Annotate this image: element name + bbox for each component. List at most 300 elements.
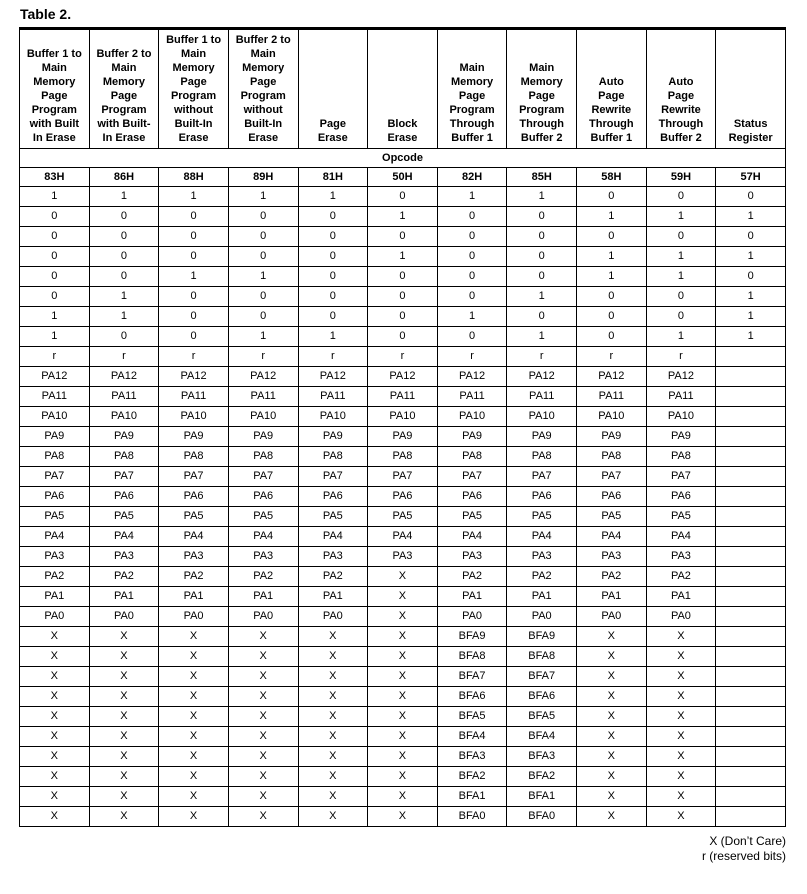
table-cell: PA2: [159, 567, 229, 587]
table-cell: PA12: [298, 367, 368, 387]
table-cell: PA9: [577, 427, 647, 447]
table-cell: 0: [507, 247, 577, 267]
table-cell: BFA0: [507, 807, 577, 827]
table-cell: X: [159, 747, 229, 767]
table-cell: 0: [368, 227, 438, 247]
table-row: [20, 247, 786, 267]
table-cell: 1: [368, 247, 438, 267]
table-row: [20, 627, 786, 647]
table-row: [20, 447, 786, 467]
table-cell: PA5: [20, 507, 90, 527]
table-cell: 0: [646, 307, 716, 327]
table-row: [20, 287, 786, 307]
table-cell: [716, 667, 786, 687]
table-cell: r: [507, 347, 577, 367]
table-cell: 1: [89, 307, 159, 327]
table-row: [20, 787, 786, 807]
table-cell: PA5: [298, 507, 368, 527]
table-cell: PA0: [507, 607, 577, 627]
table-cell: X: [228, 627, 298, 647]
column-header-label: Page Erase: [317, 118, 348, 144]
table-cell: PA0: [228, 607, 298, 627]
table-cell: X: [368, 667, 438, 687]
table-cell: [716, 807, 786, 827]
table-cell: [716, 467, 786, 487]
table-row: [20, 727, 786, 747]
table-cell: PA5: [646, 507, 716, 527]
table-cell: PA1: [159, 587, 229, 607]
table-cell: 0: [437, 247, 507, 267]
table-cell: PA8: [20, 447, 90, 467]
opcode-cell: 81H: [298, 168, 368, 187]
table-row: [20, 807, 786, 827]
table-cell: 0: [646, 187, 716, 207]
table-cell: PA9: [89, 427, 159, 447]
table-cell: PA10: [228, 407, 298, 427]
table-cell: X: [89, 807, 159, 827]
table-cell: 0: [577, 187, 647, 207]
table-cell: PA12: [577, 367, 647, 387]
table-row: [20, 207, 786, 227]
table-cell: X: [577, 707, 647, 727]
table-cell: X: [298, 687, 368, 707]
table-cell: BFA7: [507, 667, 577, 687]
table-cell: X: [89, 727, 159, 747]
table-cell: X: [577, 667, 647, 687]
table-cell: PA1: [577, 587, 647, 607]
table-cell: PA7: [159, 467, 229, 487]
table-cell: 1: [437, 187, 507, 207]
table-cell: X: [159, 667, 229, 687]
table-cell: 0: [89, 327, 159, 347]
table-cell: [716, 747, 786, 767]
table-cell: PA11: [437, 387, 507, 407]
table-cell: PA0: [298, 607, 368, 627]
table-cell: PA2: [228, 567, 298, 587]
table-cell: PA4: [20, 527, 90, 547]
table-cell: X: [20, 767, 90, 787]
opcode-label: Opcode: [20, 149, 786, 168]
table-cell: X: [368, 607, 438, 627]
table-cell: PA6: [228, 487, 298, 507]
table-cell: BFA7: [437, 667, 507, 687]
table-cell: 0: [368, 287, 438, 307]
table-cell: 0: [368, 187, 438, 207]
table-cell: X: [646, 747, 716, 767]
table-cell: PA10: [646, 407, 716, 427]
table-cell: PA10: [577, 407, 647, 427]
table-cell: PA5: [577, 507, 647, 527]
table-cell: PA4: [646, 527, 716, 547]
table-row: [20, 527, 786, 547]
table-cell: X: [368, 647, 438, 667]
table-cell: r: [437, 347, 507, 367]
table-cell: 1: [507, 327, 577, 347]
table-cell: PA3: [89, 547, 159, 567]
table-cell: [716, 687, 786, 707]
table-cell: PA6: [20, 487, 90, 507]
table-cell: X: [228, 687, 298, 707]
column-header-label: Auto Page Rewrite Through Buffer 2: [658, 76, 704, 144]
table-cell: X: [298, 727, 368, 747]
table-cell: X: [646, 807, 716, 827]
table-cell: PA0: [89, 607, 159, 627]
table-cell: 1: [298, 187, 368, 207]
opcode-cell: 85H: [507, 168, 577, 187]
table-cell: PA8: [437, 447, 507, 467]
column-header-label: Buffer 2 to Main Memory Page Program without Built-In Erase: [235, 34, 291, 144]
table-cell: X: [228, 807, 298, 827]
legend-dont-care: X (Don’t Care): [709, 834, 786, 848]
table-cell: 1: [577, 207, 647, 227]
table-cell: PA4: [368, 527, 438, 547]
table-cell: PA5: [228, 507, 298, 527]
table-cell: 0: [228, 307, 298, 327]
table-cell: PA7: [646, 467, 716, 487]
table-cell: PA8: [298, 447, 368, 467]
table-cell: X: [20, 707, 90, 727]
table-cell: X: [646, 787, 716, 807]
table-cell: PA6: [437, 487, 507, 507]
table-cell: PA10: [368, 407, 438, 427]
table-cell: r: [577, 347, 647, 367]
table-cell: 1: [716, 287, 786, 307]
table-cell: [716, 427, 786, 447]
column-header: [159, 29, 229, 149]
table-cell: X: [368, 687, 438, 707]
table-cell: PA0: [437, 607, 507, 627]
table-cell: 0: [89, 247, 159, 267]
table-cell: X: [20, 627, 90, 647]
table-cell: PA12: [159, 367, 229, 387]
table-cell: PA4: [507, 527, 577, 547]
column-header: [228, 29, 298, 149]
table-cell: X: [298, 707, 368, 727]
table-cell: X: [577, 787, 647, 807]
table-cell: 1: [507, 187, 577, 207]
table-cell: PA5: [159, 507, 229, 527]
table-cell: X: [20, 687, 90, 707]
table-cell: 1: [368, 207, 438, 227]
table-cell: 0: [646, 227, 716, 247]
table-cell: X: [577, 747, 647, 767]
opcode-cell: 50H: [368, 168, 438, 187]
table-cell: 0: [20, 267, 90, 287]
table-cell: 0: [577, 307, 647, 327]
table-cell: X: [89, 787, 159, 807]
table-cell: 0: [368, 327, 438, 347]
table-row: [20, 187, 786, 207]
table-body: [20, 149, 786, 827]
table-cell: PA12: [437, 367, 507, 387]
table-cell: [716, 727, 786, 747]
column-header: [89, 29, 159, 149]
table-cell: PA7: [298, 467, 368, 487]
table-cell: BFA4: [437, 727, 507, 747]
table-cell: 1: [646, 327, 716, 347]
column-header-label: Main Memory Page Program Through Buffer 2: [519, 62, 565, 144]
table-cell: PA7: [577, 467, 647, 487]
table-cell: 1: [228, 327, 298, 347]
table-cell: 0: [159, 327, 229, 347]
table-cell: X: [20, 647, 90, 667]
table-row: [20, 407, 786, 427]
table-cell: PA5: [89, 507, 159, 527]
table-cell: PA1: [20, 587, 90, 607]
table-cell: PA1: [228, 587, 298, 607]
table-row: [20, 327, 786, 347]
table-cell: X: [159, 767, 229, 787]
opcode-label-row: [20, 149, 786, 168]
table-cell: X: [228, 767, 298, 787]
column-header: [298, 29, 368, 149]
table-cell: 0: [298, 267, 368, 287]
table-cell: PA11: [298, 387, 368, 407]
opcode-cell: 58H: [577, 168, 647, 187]
table-row: [20, 467, 786, 487]
table-title: Table 2.: [20, 6, 72, 22]
table-cell: PA3: [298, 547, 368, 567]
table-cell: PA0: [646, 607, 716, 627]
table-cell: 1: [89, 287, 159, 307]
table-cell: PA10: [437, 407, 507, 427]
column-header: [20, 29, 90, 149]
table-cell: 0: [20, 247, 90, 267]
table-cell: 0: [20, 287, 90, 307]
table-cell: 0: [437, 327, 507, 347]
table-cell: 0: [437, 207, 507, 227]
table-cell: X: [577, 647, 647, 667]
column-header-label: Status Register: [728, 118, 773, 144]
table-cell: 0: [577, 287, 647, 307]
table-cell: 0: [159, 227, 229, 247]
table-cell: 1: [228, 267, 298, 287]
table-cell: PA4: [437, 527, 507, 547]
table-cell: X: [368, 727, 438, 747]
table-cell: 0: [159, 307, 229, 327]
table-cell: BFA9: [507, 627, 577, 647]
table-cell: X: [577, 687, 647, 707]
table-cell: PA8: [159, 447, 229, 467]
table-cell: X: [228, 667, 298, 687]
table-cell: [716, 647, 786, 667]
table-cell: 0: [507, 267, 577, 287]
table-cell: X: [577, 767, 647, 787]
table-cell: 0: [298, 307, 368, 327]
opcode-cell: 89H: [228, 168, 298, 187]
table-cell: X: [159, 687, 229, 707]
table-cell: PA3: [507, 547, 577, 567]
table-cell: X: [646, 627, 716, 647]
table-cell: PA3: [20, 547, 90, 567]
table-cell: PA11: [89, 387, 159, 407]
table-cell: 1: [20, 307, 90, 327]
table-cell: BFA3: [507, 747, 577, 767]
opcode-cell: 83H: [20, 168, 90, 187]
table-cell: PA11: [368, 387, 438, 407]
column-header-label: Buffer 1 to Main Memory Page Program without Built-In Erase: [166, 34, 222, 144]
table-cell: PA9: [159, 427, 229, 447]
table-cell: 1: [159, 267, 229, 287]
table-row: [20, 687, 786, 707]
table-cell: BFA8: [507, 647, 577, 667]
table-cell: 1: [20, 327, 90, 347]
table-cell: BFA6: [507, 687, 577, 707]
table-cell: [716, 507, 786, 527]
opcode-cell: 82H: [437, 168, 507, 187]
table-cell: 0: [228, 207, 298, 227]
table-cell: X: [159, 647, 229, 667]
table-row: [20, 507, 786, 527]
table-cell: r: [228, 347, 298, 367]
table-cell: [716, 447, 786, 467]
table-cell: PA10: [507, 407, 577, 427]
table-cell: r: [89, 347, 159, 367]
table-cell: PA7: [20, 467, 90, 487]
table-cell: 0: [228, 287, 298, 307]
legend: [702, 834, 786, 864]
table-cell: PA10: [159, 407, 229, 427]
table-cell: [716, 527, 786, 547]
table-cell: PA4: [228, 527, 298, 547]
table-cell: PA8: [577, 447, 647, 467]
table-cell: PA9: [368, 427, 438, 447]
table-cell: X: [577, 727, 647, 747]
table-row: [20, 607, 786, 627]
table-cell: PA9: [20, 427, 90, 447]
table-cell: PA5: [437, 507, 507, 527]
table-cell: [716, 567, 786, 587]
table-cell: 1: [577, 247, 647, 267]
header-row: [20, 29, 786, 149]
table-cell: PA7: [89, 467, 159, 487]
table-cell: PA1: [437, 587, 507, 607]
column-header: [646, 29, 716, 149]
table-cell: X: [228, 727, 298, 747]
table-cell: X: [159, 707, 229, 727]
table-cell: [716, 587, 786, 607]
table-row: [20, 307, 786, 327]
table-cell: X: [368, 807, 438, 827]
table-cell: PA2: [89, 567, 159, 587]
table-cell: X: [368, 767, 438, 787]
table-cell: 1: [646, 267, 716, 287]
table-cell: PA6: [507, 487, 577, 507]
table-cell: BFA1: [437, 787, 507, 807]
table-row: [20, 647, 786, 667]
table-cell: r: [20, 347, 90, 367]
table-cell: X: [228, 647, 298, 667]
table-cell: PA6: [368, 487, 438, 507]
table-cell: PA10: [20, 407, 90, 427]
table-cell: X: [228, 787, 298, 807]
table-cell: X: [368, 567, 438, 587]
table-cell: X: [298, 807, 368, 827]
table-cell: [716, 347, 786, 367]
table-cell: 0: [507, 307, 577, 327]
table-cell: PA3: [159, 547, 229, 567]
table-cell: BFA3: [437, 747, 507, 767]
opcode-cell: 57H: [716, 168, 786, 187]
table-row: [20, 587, 786, 607]
column-header: [716, 29, 786, 149]
table-cell: PA1: [89, 587, 159, 607]
table-cell: PA2: [437, 567, 507, 587]
table-cell: X: [89, 627, 159, 647]
table-cell: 1: [437, 307, 507, 327]
table-cell: [716, 387, 786, 407]
table-cell: X: [159, 807, 229, 827]
table-cell: PA2: [20, 567, 90, 587]
table-cell: X: [646, 647, 716, 667]
table-cell: 0: [20, 227, 90, 247]
table-cell: PA7: [437, 467, 507, 487]
table-cell: 1: [716, 307, 786, 327]
table-cell: PA1: [507, 587, 577, 607]
table-cell: PA8: [507, 447, 577, 467]
table-cell: X: [298, 747, 368, 767]
table-cell: X: [646, 667, 716, 687]
table-row: [20, 387, 786, 407]
table-cell: X: [646, 707, 716, 727]
table-cell: PA4: [577, 527, 647, 547]
table-cell: X: [20, 787, 90, 807]
table-cell: 0: [20, 207, 90, 227]
table-cell: BFA1: [507, 787, 577, 807]
table-cell: 1: [298, 327, 368, 347]
table-cell: X: [368, 707, 438, 727]
table-row: [20, 367, 786, 387]
table-cell: X: [646, 687, 716, 707]
table-cell: 0: [159, 207, 229, 227]
table-cell: 0: [228, 227, 298, 247]
table-row: [20, 767, 786, 787]
column-header-label: Buffer 1 to Main Memory Page Program with Built In Erase: [26, 48, 82, 144]
table-cell: X: [159, 727, 229, 747]
table-cell: X: [577, 807, 647, 827]
table-row: [20, 267, 786, 287]
table-cell: X: [368, 787, 438, 807]
table-cell: 0: [646, 287, 716, 307]
table-cell: PA8: [646, 447, 716, 467]
opcode-cell: 88H: [159, 168, 229, 187]
table-cell: X: [20, 667, 90, 687]
column-header-label: Block Erase: [387, 118, 418, 144]
table-cell: PA12: [368, 367, 438, 387]
table-row: [20, 567, 786, 587]
table-cell: 0: [368, 307, 438, 327]
table-cell: PA4: [89, 527, 159, 547]
table-cell: PA9: [507, 427, 577, 447]
table-cell: 0: [507, 227, 577, 247]
table-cell: X: [298, 647, 368, 667]
table-cell: X: [89, 767, 159, 787]
column-header: [577, 29, 647, 149]
table-cell: X: [368, 587, 438, 607]
table-cell: BFA5: [437, 707, 507, 727]
table-cell: X: [20, 807, 90, 827]
table-cell: X: [159, 787, 229, 807]
opcode-table: [19, 27, 786, 827]
table-cell: PA9: [228, 427, 298, 447]
table-cell: PA10: [298, 407, 368, 427]
table-cell: [716, 627, 786, 647]
table-cell: X: [368, 627, 438, 647]
table-cell: X: [89, 687, 159, 707]
opcode-cell: 86H: [89, 168, 159, 187]
table-cell: PA2: [646, 567, 716, 587]
table-cell: PA3: [646, 547, 716, 567]
